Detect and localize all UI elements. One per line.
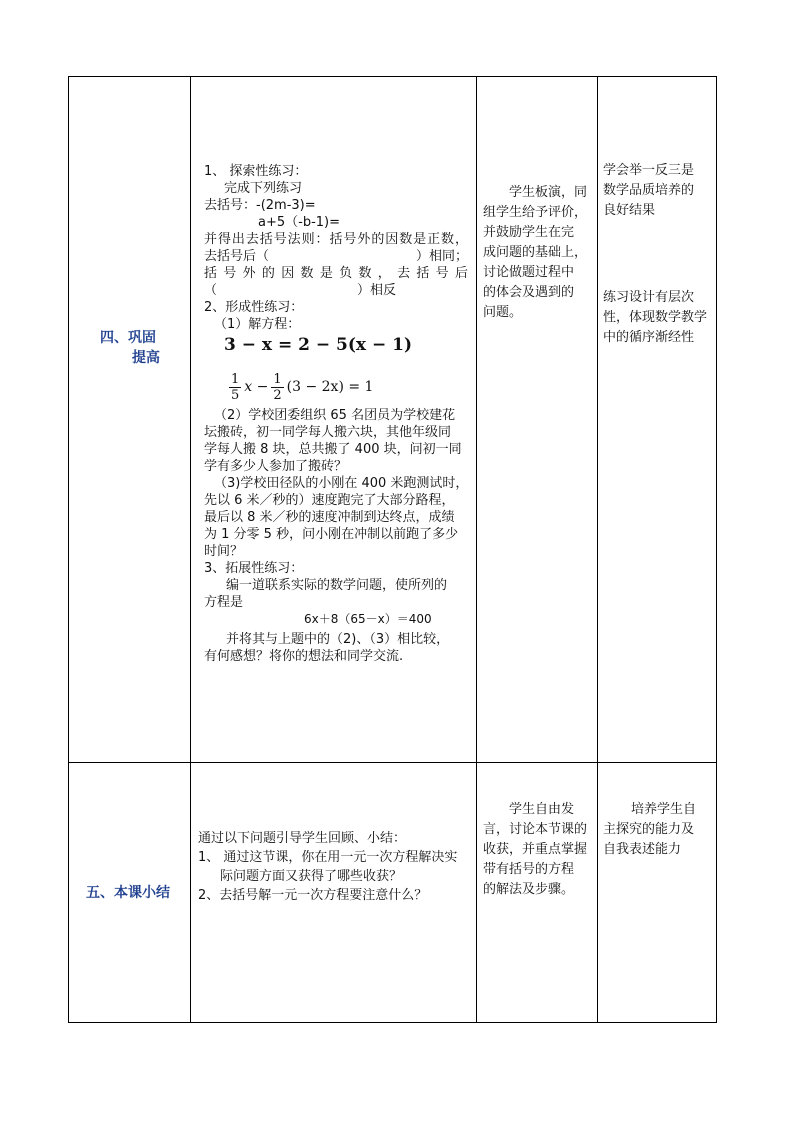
question-2-line: （2）学校团委组织 65 名团员为学校建花 <box>214 408 456 423</box>
question-3-line: （3)学校田径队的小刚在 400 米跑测试时， <box>214 476 469 491</box>
table-bottom-border <box>68 1022 717 1023</box>
column-divider-2 <box>476 76 477 1023</box>
fraction-denominator: 5 <box>231 387 240 403</box>
equation-1: 3 − x = 2 − 5(x − 1) <box>224 335 412 355</box>
rule-line-2 <box>204 248 468 265</box>
design-line: 练习设计有层次 <box>603 290 695 305</box>
fraction-one-fifth <box>229 372 241 403</box>
design-intent-2 <box>603 288 713 348</box>
student-activity <box>483 183 593 323</box>
label-line: 四、巩固 <box>100 330 156 346</box>
fraction-denominator: 2 <box>273 387 282 403</box>
summary-line: 2、去括号解一元一次方程要注意什么？ <box>198 888 428 903</box>
column-divider-3 <box>597 76 598 1023</box>
rule-line-4-end: ）相反 <box>357 283 397 298</box>
question-2-line: 学每人搬 8 块，总共搬了 400 块，问初一同 <box>204 442 462 457</box>
item1-sub: 完成下列练习 <box>224 181 303 196</box>
rule-line-4-start: （ <box>204 283 218 298</box>
student-line: 问题。 <box>483 305 523 320</box>
summary-line: 通过以下问题引导学生回顾、小结： <box>198 831 407 846</box>
table-top-border <box>68 76 717 77</box>
design-intent <box>603 161 713 221</box>
table-left-border <box>68 76 69 1023</box>
item3-title: 3、拓展性练习： <box>204 561 304 576</box>
student-line: 收获，并重点掌握 <box>483 842 588 857</box>
item3-line-4: 有何感想？将你的想法和同学交流. <box>204 649 404 664</box>
rule-line-3: 括号外的因数是负数，去括号后 <box>204 266 468 281</box>
question-3-line: 先以 6 米／秒的）速度跑完了大部分路程， <box>204 493 455 508</box>
summary-line: 1、 通过这节课，你在用一元一次方程解决实 <box>198 850 458 865</box>
remove-bracket-1: 去括号：-(2m-3)= <box>204 198 316 213</box>
student-line: 言，讨论本节课的 <box>483 822 588 837</box>
summary-design-intent <box>603 800 713 860</box>
student-line: 的体会及遇到的 <box>483 285 575 300</box>
student-line: 并鼓励学生在完 <box>483 225 575 240</box>
student-line: 的解法及步骤。 <box>483 882 575 897</box>
question-3-line: 时间？ <box>204 544 244 559</box>
item1-title: 1、 探索性练习： <box>204 164 308 179</box>
rule-line-1: 并得出去括号法则：括号外的因数是正数， <box>204 232 468 247</box>
section-label-consolidate <box>100 328 180 368</box>
question-3-line: 最后以 8 米／秒的速度冲制到达终点，成绩 <box>204 510 455 525</box>
design-line: 中的循序渐经性 <box>603 330 695 345</box>
student-line: 学生自由发 <box>509 802 575 817</box>
column-divider-1 <box>190 76 191 1023</box>
remove-bracket-2: a+5（-b-1)= <box>258 215 340 230</box>
label-line: 提高 <box>132 350 160 366</box>
rule-line-2-start: 去括号后（ <box>204 249 270 264</box>
item3-line-3: 并将其与上题中的（2)、（3）相比较， <box>226 632 450 647</box>
question-2-line: 坛搬砖，初一同学每人搬六块，其他年级同 <box>204 425 452 440</box>
table-right-border <box>716 76 717 1023</box>
design-line: 良好结果 <box>603 203 656 218</box>
exercise-content <box>204 163 468 665</box>
design-line: 主探究的能力及 <box>603 822 695 837</box>
student-line: 讨论做题过程中 <box>483 265 575 280</box>
design-line: 培养学生自 <box>631 802 697 817</box>
fraction-numerator: 1 <box>231 371 240 387</box>
design-line: 性，体现数学教学 <box>603 310 708 325</box>
design-line: 自我表述能力 <box>603 842 682 857</box>
item3-equation: 6x＋8（65－x）＝400 <box>304 612 432 626</box>
equation-2 <box>204 367 468 407</box>
equation-2-rest: (3 − 2x) = 1 <box>286 378 374 395</box>
item2-sub1: （1）解方程： <box>214 317 301 332</box>
summary-student-activity <box>483 800 593 900</box>
summary-line: 际问题方面又获得了哪些收获？ <box>220 869 403 884</box>
row-divider <box>68 762 717 763</box>
design-line: 学会举一反三是 <box>603 163 695 178</box>
student-line: 成问题的基础上， <box>483 245 588 260</box>
item3-line-2: 方程是 <box>204 595 244 610</box>
item2-title: 2、形成性练习： <box>204 300 304 315</box>
student-line: 组学生给予评价， <box>483 205 588 220</box>
summary-content <box>198 829 470 905</box>
rule-line-4 <box>204 282 468 299</box>
student-line: 带有括号的方程 <box>483 862 575 877</box>
equation-2-x: x − <box>244 378 269 395</box>
item3-line-1: 编一道联系实际的数学问题，使所列的 <box>226 578 448 593</box>
rule-line-2-end: ）相同； <box>415 249 468 264</box>
section-label-summary <box>86 883 186 903</box>
student-line: 学生板演，同 <box>509 185 588 200</box>
question-2-line: 学有多少人参加了搬砖？ <box>204 459 348 474</box>
fraction-one-half <box>271 372 283 403</box>
fraction-numerator: 1 <box>273 371 282 387</box>
label-line: 五、本课小结 <box>86 885 170 901</box>
question-3-line: 为 1 分零 5 秒，问小刚在冲制以前跑了多少 <box>204 527 459 542</box>
design-line: 数学品质培养的 <box>603 183 695 198</box>
